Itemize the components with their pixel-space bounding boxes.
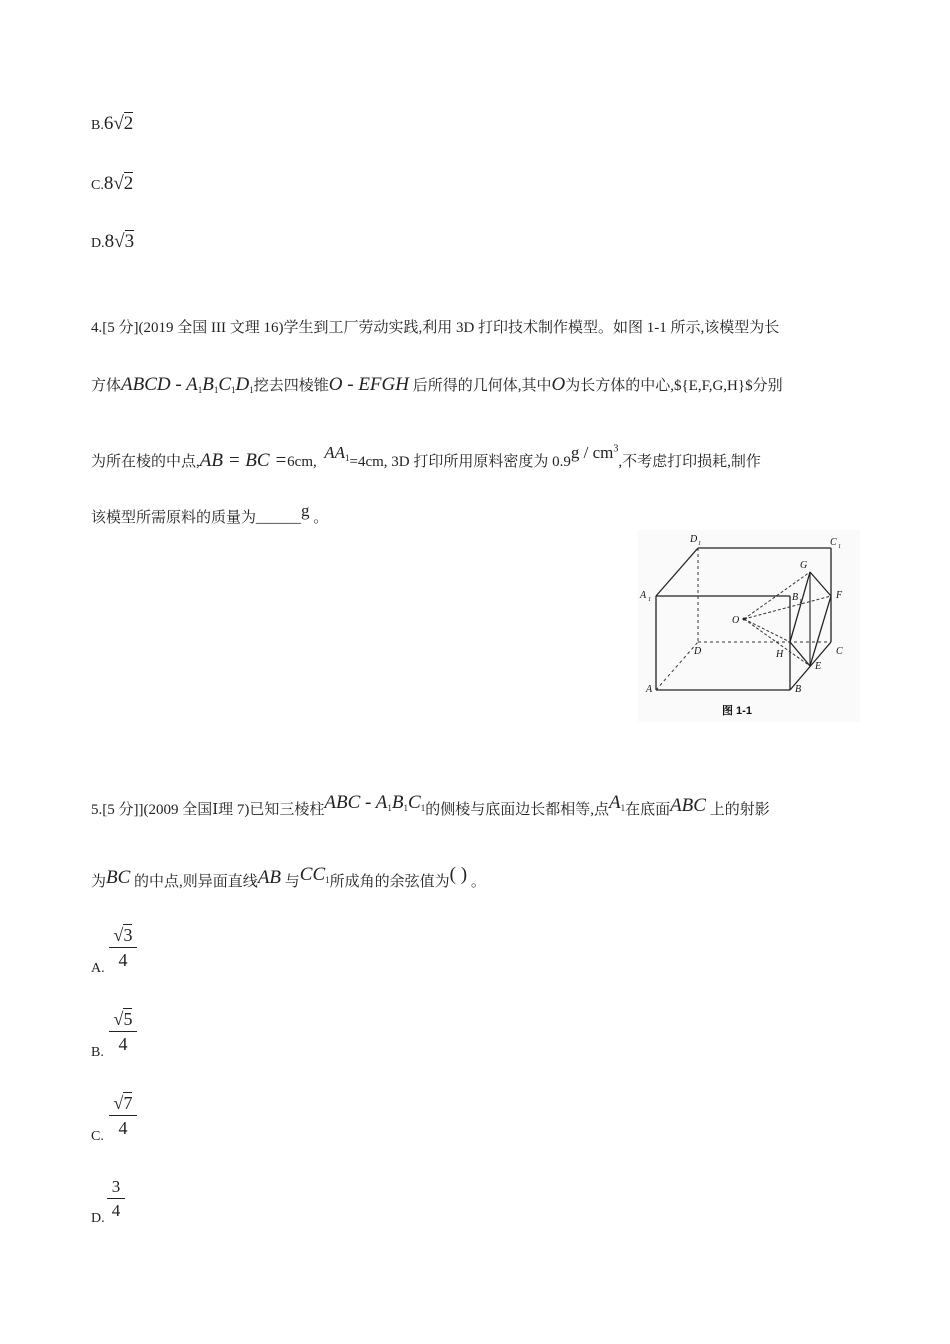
label-h: H (776, 649, 784, 660)
fraction: √7 4 (109, 1093, 137, 1138)
equation-ab-bc: AB = BC = (199, 450, 288, 471)
coefficient: 6 (103, 113, 114, 134)
figure-1-1 (638, 530, 860, 722)
coefficient: 8 (104, 231, 115, 252)
q5-option-c: C. √7 4 (91, 1093, 151, 1149)
radicand: 2 (123, 113, 134, 134)
radicand: 3 (124, 231, 135, 252)
unit-g: g (301, 501, 310, 520)
q5-line-1: 5.[5 分]](2009 全国Ⅰ理 7)已知三棱柱ABC - $A_1B_1C_1$的侧棱与底面边长都相等,点$A_1$在底面ABC 上的射影 (91, 792, 770, 818)
option-b: B.6√2 (91, 113, 134, 134)
solid-name: ABCD - $A_1B_1C_1D_1$ (121, 374, 254, 395)
label-c: C (836, 646, 843, 657)
label-b1: B (792, 592, 799, 603)
label-d1: D (690, 534, 698, 545)
q5-line-2: 为BC 的中点,则异面直线AB 与$CC_1$所成角的余弦值为( ) 。 (91, 864, 486, 890)
segment-ab: AB (257, 867, 282, 888)
q4-line-1: 4.[5 分](2019 全国 III 文理 16)学生到工厂劳动实践,利用 3D 打印技术制作模型。如图 1-1 所示,该模型为长 (91, 320, 780, 336)
segment-bc: BC (106, 867, 131, 888)
edge-aa1: $AA_1$ (324, 443, 350, 463)
q5-option-a: A. √3 4 (91, 925, 151, 981)
label-o: O (732, 615, 740, 626)
option-d: D.8√3 (91, 231, 135, 252)
sqrt-sign: √ (113, 113, 124, 134)
q5-option-b: B. √5 4 (91, 1009, 151, 1065)
sqrt-sign: √ (113, 1009, 124, 1029)
figure-caption: 图 1-1 (722, 705, 752, 717)
coefficient: 8 (103, 173, 114, 194)
segment-cc1: $CC_1$ (299, 864, 330, 885)
answer-blank: ( ) (449, 864, 468, 885)
q4-line-4: 该模型所需原料的质量为______g 。 (91, 501, 329, 526)
density-unit: g / $cm^3$ (570, 443, 619, 462)
label-e: E (815, 661, 822, 672)
label-g: G (800, 560, 808, 571)
label-b: B (795, 684, 802, 695)
label-a1: A (640, 590, 647, 601)
figure-background (638, 530, 860, 722)
radicand: 2 (123, 173, 134, 194)
svg-text:1: 1 (838, 544, 841, 550)
sqrt-sign: √ (113, 925, 124, 945)
svg-text:1: 1 (799, 599, 802, 605)
label-a: A (646, 684, 653, 695)
point-o (743, 618, 746, 621)
q4-line-3: 为所在棱的中点,AB = BC =6cm, $AA_1=4cm$, 3D 打印所用原料密度为 $0.9g / cm^3$,不考虑打印损耗,制作 (91, 443, 761, 471)
label-f: F (836, 590, 843, 601)
q4-line-2: 方体ABCD - $A_1B_1C_1D_1$挖去四棱锥O - EFGH 后所得的几何体,其中O为长方体的中心,${E,F,G,H}$分别 (91, 374, 783, 395)
fraction: √3 4 (109, 925, 137, 970)
q5-option-d: D. 3 4 (91, 1177, 151, 1233)
fraction: √5 4 (109, 1009, 137, 1054)
prism-name: ABC - $A_1B_1C_1$ (324, 792, 426, 813)
label-d: D (694, 646, 702, 657)
svg-text:1: 1 (648, 597, 651, 603)
sqrt-sign: √ (114, 231, 125, 252)
point-a1: $A_1$ (608, 792, 626, 813)
sqrt-sign: √ (113, 173, 124, 194)
option-c: C.8√2 (91, 173, 134, 194)
center-o: O (551, 374, 566, 395)
fraction: 3 4 (107, 1177, 125, 1220)
sqrt-sign: √ (113, 1093, 124, 1113)
base-abc: ABC (670, 795, 706, 816)
label-c1: C (830, 537, 837, 548)
pyramid-name: O - EFGH (328, 374, 409, 395)
svg-text:1: 1 (698, 541, 701, 547)
